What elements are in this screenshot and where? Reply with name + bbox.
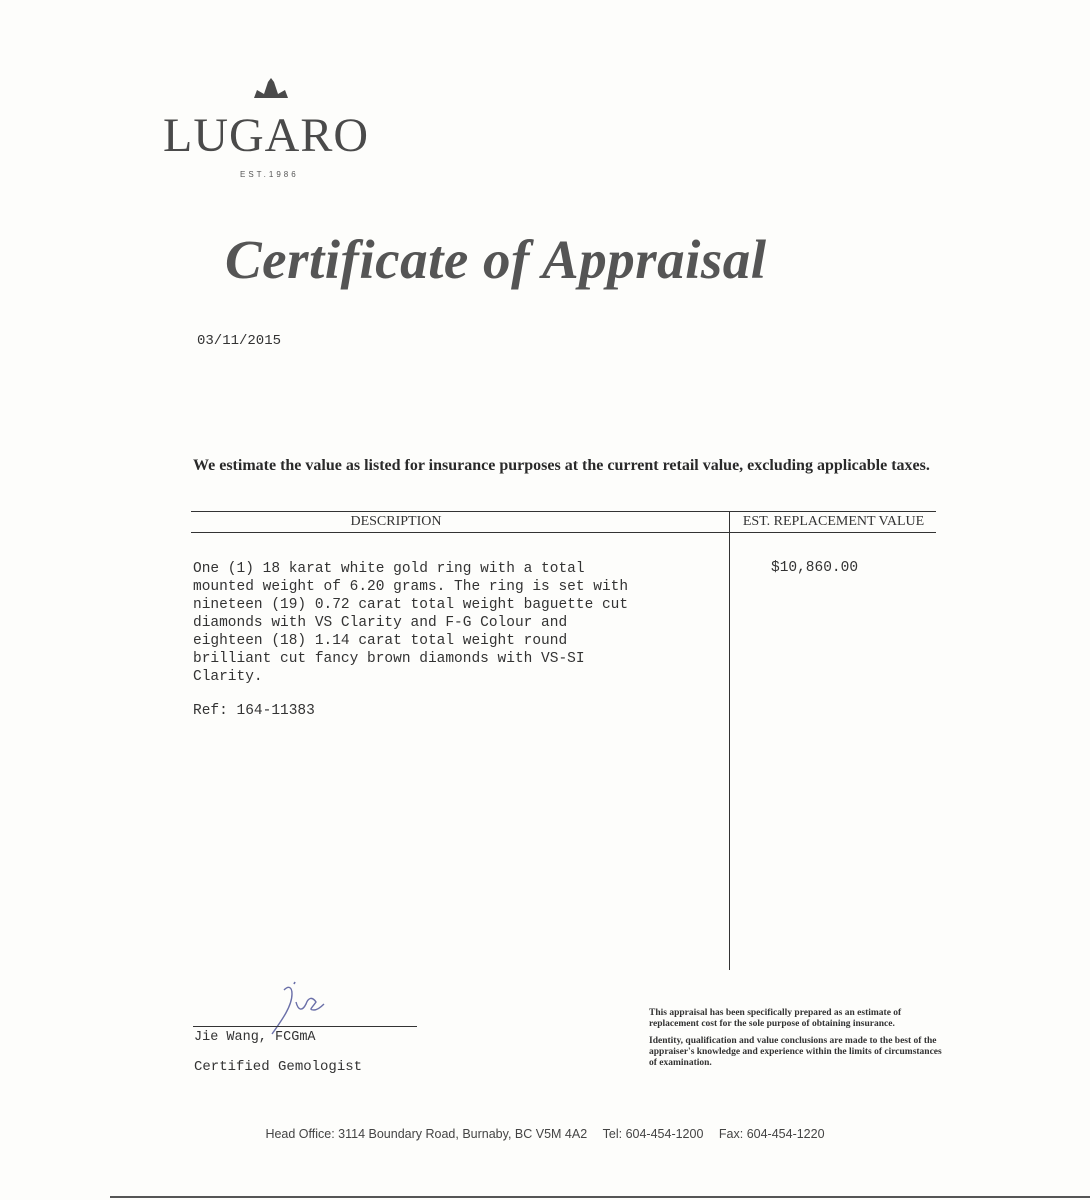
crown-icon <box>252 78 290 100</box>
page-bottom-edge <box>110 1196 1090 1198</box>
table-column-divider <box>729 511 730 970</box>
replacement-value: $10,860.00 <box>771 560 859 576</box>
disclaimer-purpose: This appraisal has been specifically prepared as an estimate of replacement cost for the sole purpose of obtaining insurance. <box>649 1008 902 1029</box>
footer-fax: Fax: 604-454-1220 <box>718 1127 825 1141</box>
item-description: One (1) 18 karat white gold ring with a total mounted weight of 6.20 grams. The ring is set with nineteen (19) 0.72 carat total weight baguette cut diamonds with VS Clarity and F-G Colour and eighteen (18) 1.14 carat total weight round brilliant cut fancy brown diamonds with VS-SI Clarity. <box>193 561 629 685</box>
disclaimer <box>649 1008 949 1075</box>
certificate-title: Certificate of Appraisal <box>225 229 767 290</box>
logo-established: EST.1986 <box>240 170 299 179</box>
intro-statement: We estimate the value as listed for insurance purposes at the current retail value, excluding applicable taxes. <box>193 457 930 474</box>
logo-wordmark: LUGARO <box>163 109 369 162</box>
footer-tel: Tel: 604-454-1200 <box>602 1127 704 1141</box>
table-top-rule <box>191 511 936 512</box>
table-header-rule <box>191 532 936 533</box>
footer-address: Head Office: 3114 Boundary Road, Burnaby, BC V5M 4A2 <box>265 1127 588 1141</box>
signer-name: Jie Wang, FCGmA <box>194 1030 316 1045</box>
footer-contact <box>0 1127 1090 1141</box>
signature-line <box>193 1026 417 1027</box>
appraisal-table <box>191 511 936 970</box>
value-header: EST. REPLACEMENT VALUE <box>742 514 925 529</box>
disclaimer-limits: Identity, qualification and value conclusions are made to the best of the appraiser's knowledge and experience within the limits of circumstances of examination. <box>649 1036 942 1068</box>
appraisal-date: 03/11/2015 <box>197 333 282 349</box>
signer-title: Certified Gemologist <box>194 1059 363 1075</box>
description-header: DESCRIPTION <box>350 514 442 529</box>
reference-number: Ref: 164-11383 <box>193 703 315 719</box>
